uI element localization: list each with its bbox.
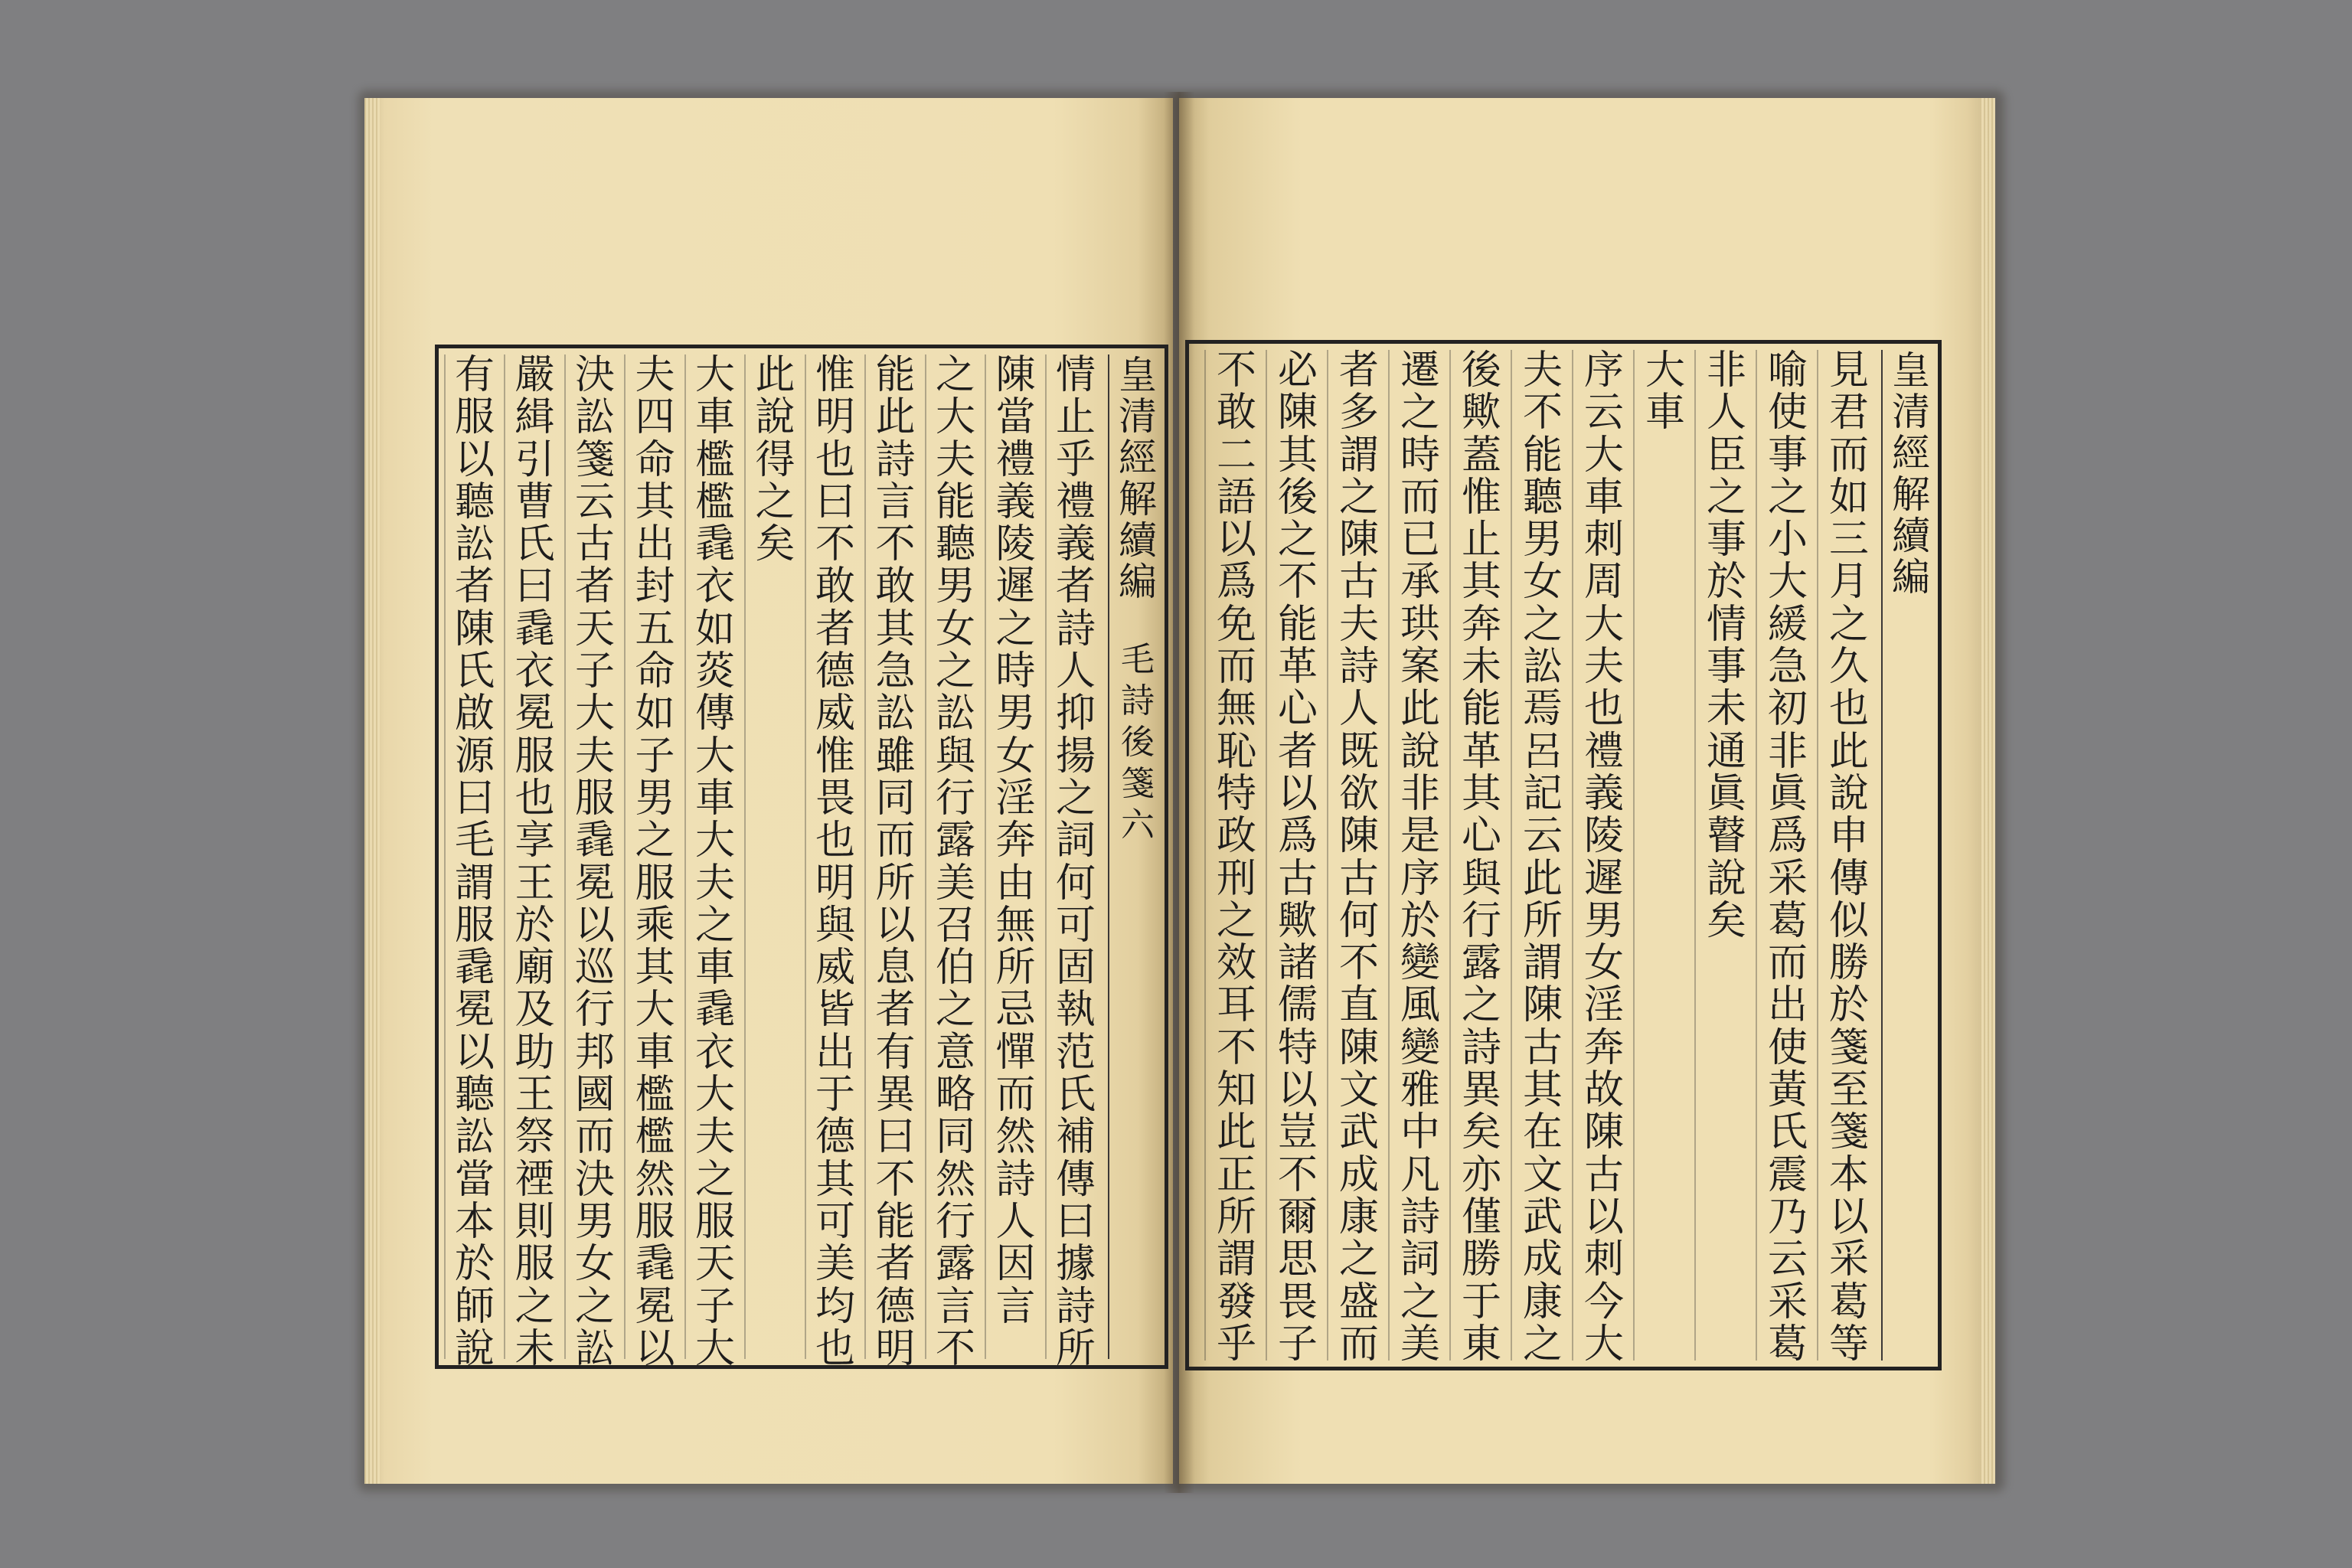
- right-margin-title: 皇清經解續編: [1892, 348, 1930, 599]
- left-margin-rule: [1108, 354, 1109, 1359]
- left-column-rule: [985, 354, 986, 1359]
- left-column-5: 惟明也曰不敢者德威惟畏也明與威皆出于德其可美均也: [815, 352, 855, 1372]
- right-column-rule: [1633, 350, 1635, 1361]
- right-page-edge: [1980, 98, 1995, 1484]
- right-column-rule: [1694, 350, 1696, 1361]
- left-margin-title: 皇清經解續編: [1119, 353, 1157, 604]
- left-column-9: 決訟箋云古者天子大夫服毳冕以巡行邦國而決男女之訟: [574, 352, 615, 1372]
- left-column-rule: [1045, 354, 1047, 1359]
- right-column-rule: [1449, 350, 1451, 1361]
- right-column-rule: [1511, 350, 1512, 1361]
- right-column-4: 大車: [1645, 348, 1685, 436]
- right-margin-rule: [1881, 350, 1883, 1361]
- left-column-rule: [744, 354, 746, 1359]
- right-column-11: 不敢二語以爲免而無恥特政刑之效耳不知此正所謂發乎: [1216, 348, 1256, 1367]
- left-column-7: 大車檻檻毳衣如菼傳大車大夫之車毳衣大夫之服天子大: [694, 352, 735, 1372]
- left-column-6: 此說得之矣: [755, 352, 795, 568]
- right-column-rule: [1817, 350, 1818, 1361]
- left-column-rule: [864, 354, 866, 1359]
- right-column-7: 後歟蓋惟止其奔未能革其心與行露之詩異矣亦僅勝于東: [1461, 348, 1501, 1367]
- right-column-8: 遷之時而已承珙案此說非是序於變風變雅中凡詩詞之美: [1400, 348, 1440, 1367]
- left-column-rule: [805, 354, 806, 1359]
- left-column-rule: [684, 354, 686, 1359]
- right-column-6: 夫不能聽男女之訟焉呂記云此所謂陳古其在文武成康之: [1522, 348, 1563, 1367]
- left-column-4: 能此詩言不敢其急訟雖同而所以息者有異曰不能者德明: [875, 352, 916, 1372]
- right-text-block: [1185, 340, 1942, 1370]
- right-column-rule: [1572, 350, 1573, 1361]
- left-page-edge: [364, 98, 380, 1484]
- right-column-rule: [1388, 350, 1390, 1361]
- left-column-2: 陳當禮義陵遲之時男女淫奔由無所忌憚而然詩人因言: [995, 352, 1036, 1330]
- left-column-rule: [925, 354, 926, 1359]
- left-text-block: [435, 345, 1168, 1372]
- left-column-1: 情止乎禮義者詩人抑揚之詞何可固執范氏補傳曰據詩所: [1055, 352, 1096, 1372]
- left-column-3: 之大夫能聽男女之訟與行露美召伯之意略同然行露言不: [935, 352, 975, 1372]
- right-column-1: 見君而如三月之久也此說申傳似勝於箋至箋本以采葛等: [1828, 348, 1869, 1367]
- right-column-9: 者多謂之陳古夫詩人既欲陳古何不直陳文武成康之盛而: [1338, 348, 1379, 1367]
- left-column-11: 有服以聽訟者陳氏啟源曰毛謂服毳冕以聽訟當本於師說: [454, 352, 495, 1372]
- left-column-rule: [624, 354, 626, 1359]
- right-column-3: 非人臣之事於情事未通眞瞽說矣: [1706, 348, 1746, 944]
- left-column-rule: [444, 354, 446, 1359]
- left-column-rule: [564, 354, 566, 1359]
- right-column-2: 喻使事之小大緩急初非眞爲采葛而出使黃氏震乃云采葛: [1767, 348, 1808, 1367]
- left-column-8: 夫四命其出封五命如子男之服乘其大車檻檻然服毳冕以: [635, 352, 675, 1372]
- left-column-rule: [504, 354, 505, 1359]
- right-column-rule: [1266, 350, 1267, 1361]
- right-column-rule: [1756, 350, 1757, 1361]
- right-column-rule: [1204, 350, 1206, 1361]
- right-column-5: 序云大車刺周大夫也禮義陵遲男女淫奔故陳古以刺今大: [1583, 348, 1624, 1367]
- right-column-10: 必陳其後之不能革心者以爲古歟諸儒特以豈不爾思畏子: [1277, 348, 1318, 1367]
- left-column-10: 嚴緝引曹氏曰毳衣冕服也享王於廟及助王祭禋則服之未: [514, 352, 555, 1372]
- left-margin-subtitle: 毛詩後箋六: [1121, 640, 1155, 844]
- right-column-rule: [1327, 350, 1328, 1361]
